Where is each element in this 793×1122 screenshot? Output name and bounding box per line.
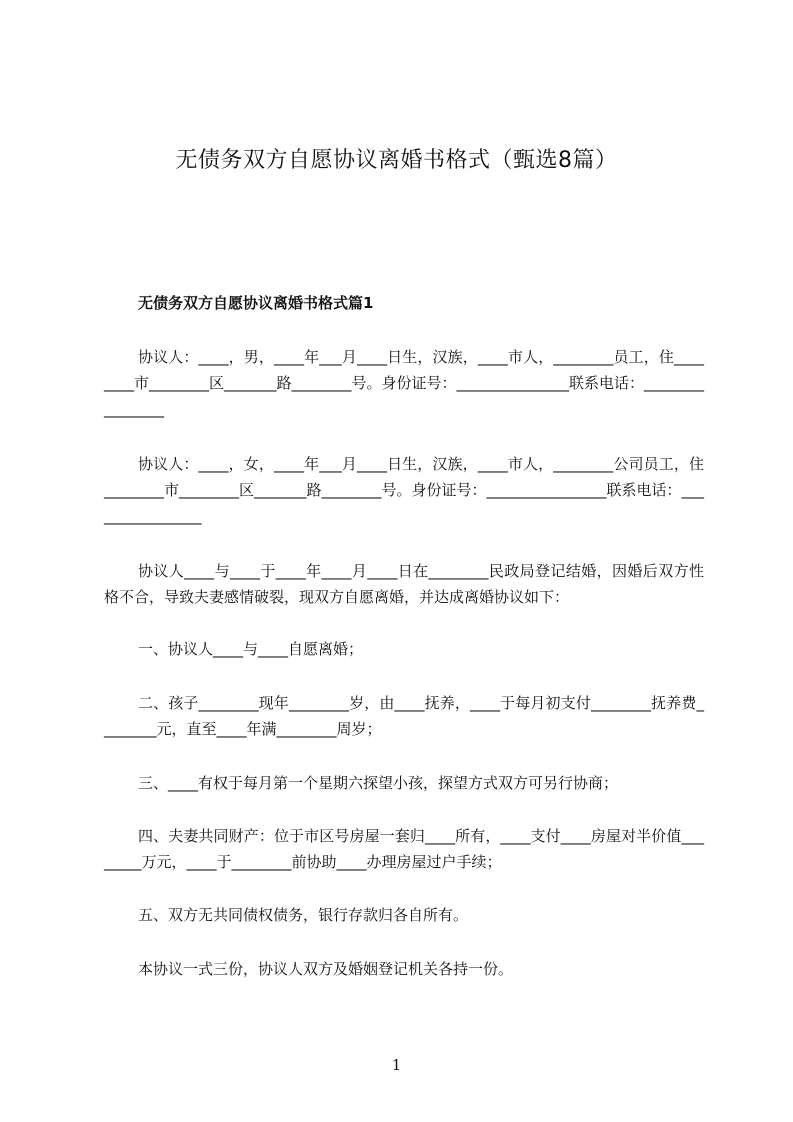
- clause-1-divorce: 一、协议人____与____自愿离婚；: [138, 640, 364, 658]
- clause-4-joint-property: 四、夫妻共同财产：位于市区号房屋一套归____所有，____支付____房屋对半价值________万元，____于________前协助____办理房屋过户手续；: [104, 827, 704, 871]
- paragraph-copies: 本协议一式三份，协议人双方及婚姻登记机关各持一份。: [138, 960, 514, 978]
- clause-5-debts: 五、双方无共同债权债务，银行存款归各自所有。: [138, 906, 469, 924]
- paragraph-marriage-background: 协议人____与____于____年____月____日在________民政局登记结婚，因婚后双方性格不合，导致夫妻感情破裂，现双方自愿离婚，并达成离婚协议如下：: [104, 562, 704, 606]
- page-number: 1: [391, 1056, 402, 1074]
- clause-3-visitation: 三、____有权于每月第一个星期六探望小孩，探望方式双方可另行协商；: [138, 774, 619, 792]
- paragraph-party-female: 协议人：____，女，____年___月____日生，汉族，____市人，________公司员工，住________市________区_______路________号。身份证号：________________联系电话：________________: [104, 455, 705, 525]
- clause-2-child-support: 二、孩子________现年________岁，由____抚养，____于每月初支付________抚养费________元，直至____年满________周岁；: [104, 694, 704, 738]
- section-heading: 无债务双方自愿协议离婚书格式篇1: [138, 294, 374, 312]
- paragraph-party-male: 协议人：____，男，____年___月____日生，汉族，____市人，________员工，住________市________区_______路________号。身份证号：_______________联系电话：________________: [104, 348, 705, 418]
- document-title: 无债务双方自愿协议离婚书格式（甄选8篇）: [175, 148, 618, 173]
